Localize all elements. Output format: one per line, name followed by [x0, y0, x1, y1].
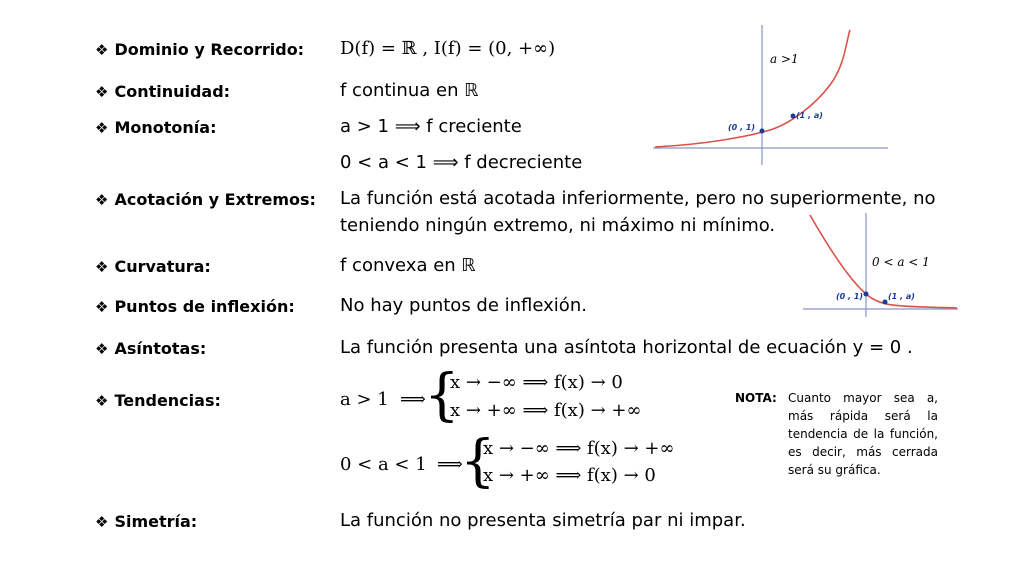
implies-symbol: ⟹ — [400, 389, 426, 410]
tendencias-cond1-line1: x → −∞ ⟹ f(x) → 0 — [450, 372, 623, 393]
curvatura-value: f convexa en ℝ — [340, 255, 476, 276]
graph-condition: 0 < a < 1 — [872, 255, 930, 269]
point-0-1 — [864, 292, 869, 297]
bullet-icon: ❖ — [95, 340, 109, 358]
monotonia-case2: 0 < a < 1 ⟹ f decreciente — [340, 152, 583, 173]
bullet-icon: ❖ — [95, 258, 109, 276]
continuidad-label: ❖ Continuidad: — [95, 82, 231, 101]
point-1-a — [883, 300, 888, 305]
brace-2: { — [460, 429, 496, 494]
bullet-icon: ❖ — [95, 41, 109, 59]
point-label-0-1: (0 , 1) — [728, 123, 756, 132]
tendencias-cond2: 0 < a < 1 — [340, 454, 427, 475]
implies-symbol: ⟹ — [437, 454, 463, 475]
inflexion-value: No hay puntos de inflexión. — [340, 295, 587, 316]
brace-1: { — [424, 363, 460, 428]
asintotas-value: La función presenta una asíntota horizontal de ecuación y = 0 . — [340, 337, 913, 358]
point-1-a — [791, 114, 796, 119]
bullet-icon: ❖ — [95, 191, 109, 209]
tendencias-cond2-line1: x → −∞ ⟹ f(x) → +∞ — [483, 438, 675, 459]
acotacion-label: ❖ Acotación y Extremos: — [95, 190, 316, 209]
acotacion-line2: teniendo ningún extremo, ni máximo ni mínimo. — [340, 215, 776, 236]
note-title: NOTA: — [735, 391, 777, 405]
continuidad-value: f continua en ℝ — [340, 80, 479, 101]
graph-increasing — [650, 20, 890, 170]
simetria-label: ❖ Simetría: — [95, 512, 198, 531]
tendencias-cond2-line2: x → +∞ ⟹ f(x) → 0 — [483, 465, 656, 486]
bullet-icon: ❖ — [95, 83, 109, 101]
point-label-0-1: (0 , 1) — [836, 292, 864, 301]
point-0-1 — [760, 129, 765, 134]
dominio-label: ❖ Dominio y Recorrido: — [95, 40, 305, 59]
dominio-value: D(f) = ℝ , I(f) = (0, +∞) — [340, 38, 556, 59]
bullet-icon: ❖ — [95, 513, 109, 531]
tendencias-cond1-line2: x → +∞ ⟹ f(x) → +∞ — [450, 400, 642, 421]
graph-decreasing — [800, 210, 960, 320]
acotacion-line1: La función está acotada inferiormente, pero no superiormente, no — [340, 188, 936, 209]
graph-condition: a >1 — [770, 52, 799, 66]
simetria-value: La función no presenta simetría par ni impar. — [340, 510, 746, 531]
monotonia-case1: a > 1 ⟹ f creciente — [340, 116, 522, 137]
bullet-icon: ❖ — [95, 392, 109, 410]
point-label-1-a: (1 , a) — [796, 111, 823, 120]
tendencias-label: ❖ Tendencias: — [95, 391, 221, 410]
asintotas-label: ❖ Asíntotas: — [95, 339, 207, 358]
monotonia-label: ❖ Monotonía: — [95, 118, 217, 137]
curvatura-label: ❖ Curvatura: — [95, 257, 211, 276]
point-label-1-a: (1 , a) — [888, 292, 915, 301]
bullet-icon: ❖ — [95, 298, 109, 316]
tendencias-cond1: a > 1 — [340, 389, 389, 410]
inflexion-label: ❖ Puntos de inflexión: — [95, 297, 295, 316]
note-body: Cuanto mayor sea a, más rápida será la tendencia de la función, es decir, más cerrada será su gráfica. — [788, 391, 938, 477]
bullet-icon: ❖ — [95, 119, 109, 137]
